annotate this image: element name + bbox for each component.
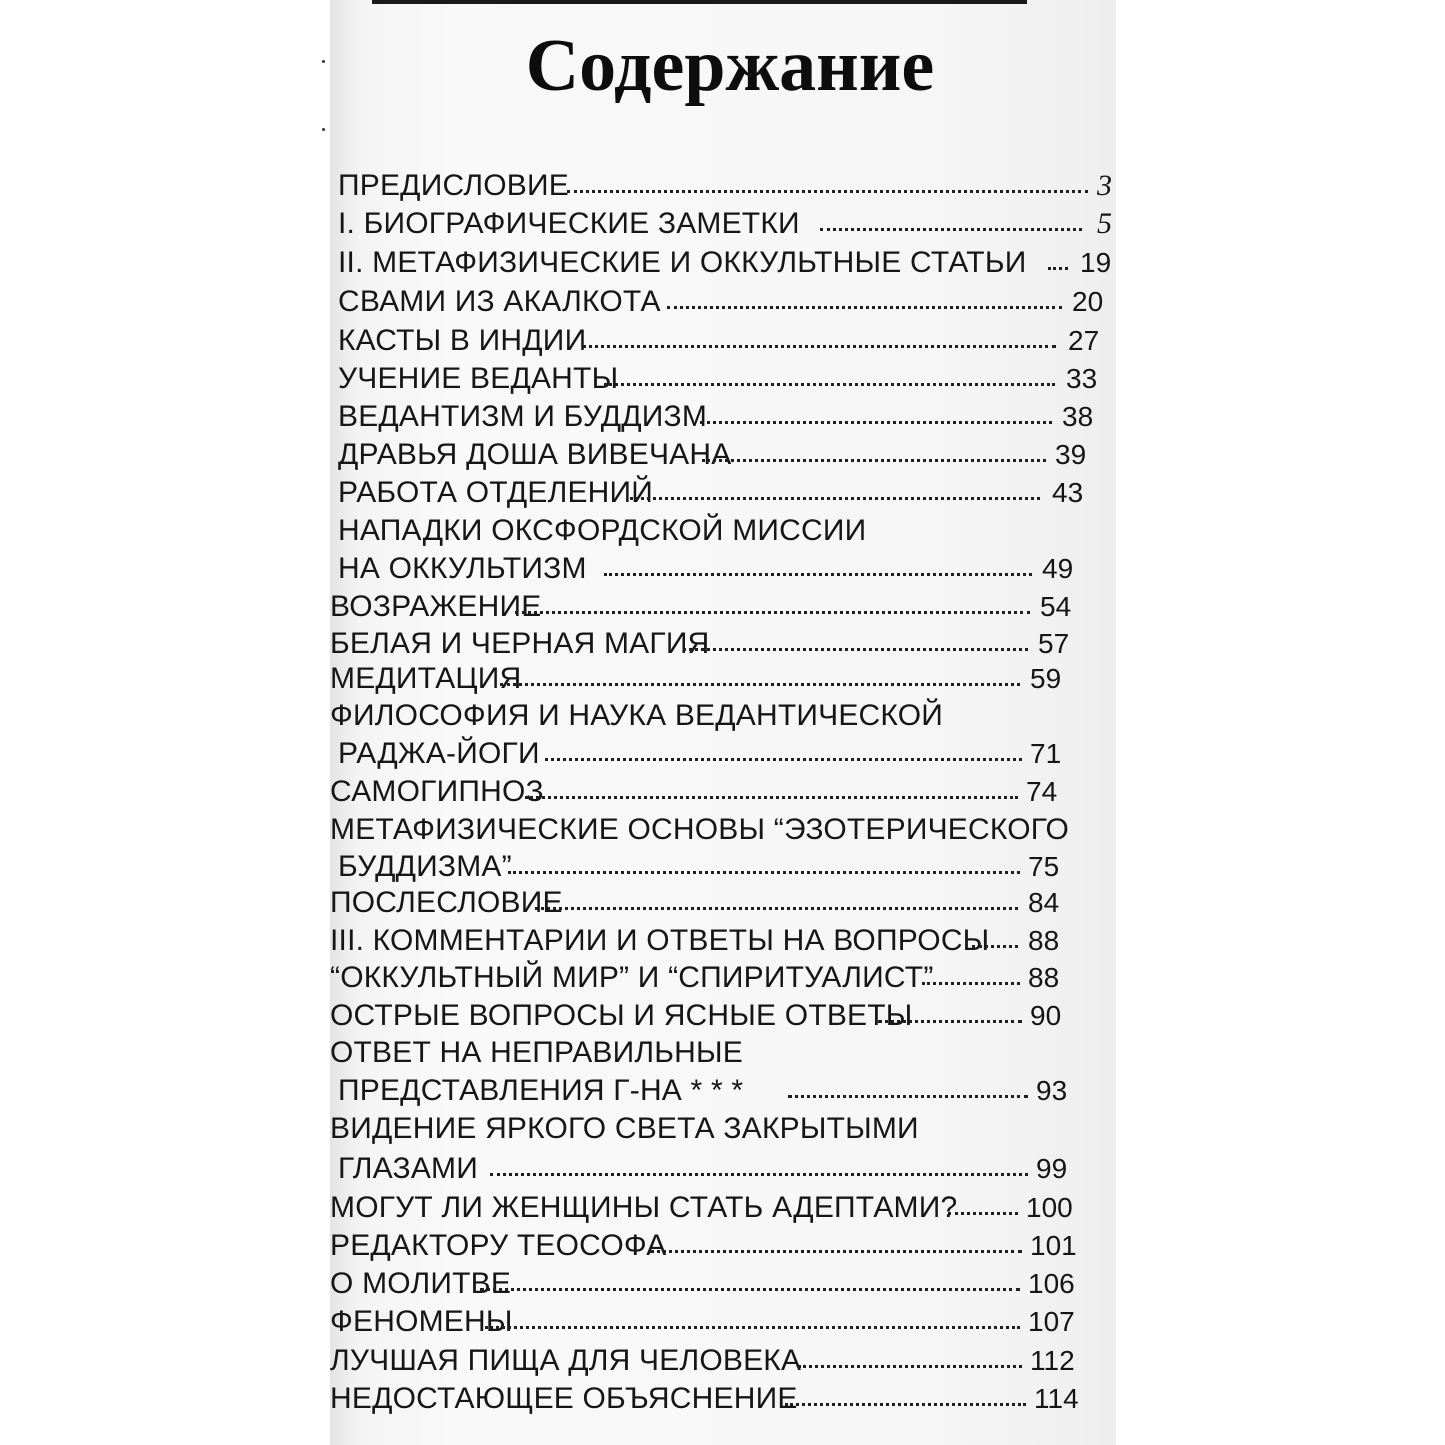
toc-entry-title: ВИДЕНИЕ ЯРКОГО СВЕТА ЗАКРЫТЫМИ: [330, 1112, 919, 1145]
dot-leader: [798, 1365, 1022, 1368]
toc-entry-title: ПРЕДСТАВЛЕНИЯ Г-НА * * *: [338, 1074, 744, 1107]
toc-page-number: 99: [1036, 1153, 1068, 1184]
toc-entry-title: МЕДИТАЦИЯ: [330, 662, 522, 695]
toc-entry-title: НА ОККУЛЬТИЗМ: [338, 552, 587, 585]
toc-entry: [0, 773, 1445, 810]
dot-leader: [948, 1212, 1018, 1215]
toc-entry-title: СВАМИ ИЗ АКАЛКОТА: [338, 285, 661, 318]
dot-leader: [878, 1020, 1022, 1023]
toc-entry-title: НЕДОСТАЮЩЕЕ ОБЪЯСНЕНИЕ: [330, 1382, 798, 1415]
toc-page-number: 5: [1097, 207, 1112, 240]
toc-entry: [0, 660, 1445, 697]
toc-entry: [0, 1110, 1445, 1147]
toc-entry-title: II. МЕТАФИЗИЧЕСКИЕ И ОККУЛЬТНЫЕ СТАТЬИ: [338, 246, 1027, 279]
toc-page-number: 20: [1072, 286, 1104, 317]
toc-entry: [0, 360, 1445, 397]
edge-mark: [322, 128, 325, 131]
toc-entry: [0, 512, 1445, 549]
dot-leader: [1048, 267, 1068, 270]
toc-page-number: 101: [1030, 1230, 1077, 1261]
toc-entry: [0, 398, 1445, 435]
toc-entry-title: РАБОТА ОТДЕЛЕНИЙ: [338, 476, 654, 509]
toc-entry-title: ОСТРЫЕ ВОПРОСЫ И ЯСНЫЕ ОТВЕТЫ: [330, 999, 913, 1032]
dot-leader: [508, 871, 1020, 874]
toc-entry: [0, 283, 1445, 320]
toc-page-number: 54: [1040, 591, 1072, 622]
dot-leader: [650, 1250, 1022, 1253]
toc-entry: [0, 1227, 1445, 1264]
toc-entry-title: КАСТЫ В ИНДИИ: [338, 324, 587, 357]
toc-page-number: 100: [1026, 1192, 1073, 1223]
toc-entry-title: ВЕДАНТИЗМ И БУДДИЗМ: [338, 400, 708, 433]
toc-entry: [0, 735, 1445, 772]
dot-leader: [604, 573, 1032, 576]
toc-page-number: 39: [1055, 439, 1087, 470]
toc-entry-title: ФЕНОМЕНЫ: [330, 1305, 513, 1338]
toc-page-number: 19: [1080, 247, 1112, 278]
toc-entry: [0, 244, 1445, 281]
toc-page-number: 49: [1042, 553, 1074, 584]
page-title: Содержание: [525, 25, 935, 107]
toc-entry: [0, 436, 1445, 473]
top-rule: [372, 0, 1027, 4]
dot-leader: [545, 758, 1022, 761]
dot-leader: [604, 383, 1055, 386]
toc-entry: [0, 1303, 1445, 1340]
dot-leader: [515, 611, 1030, 614]
toc-page-number: 27: [1068, 325, 1100, 356]
toc-entry-title: УЧЕНИЕ ВЕДАНТЫ: [338, 362, 619, 395]
toc-page-number: 33: [1066, 363, 1098, 394]
toc-page-number: 59: [1030, 663, 1062, 694]
dot-leader: [525, 796, 1018, 799]
toc-entry: [0, 1189, 1445, 1226]
dot-leader: [683, 648, 1028, 651]
dot-leader: [630, 497, 1040, 500]
toc-entry: [0, 588, 1445, 625]
toc-entry: [0, 1072, 1445, 1109]
toc-page-number: 88: [1028, 962, 1060, 993]
toc-entry: [0, 1380, 1445, 1417]
toc-entry: [0, 884, 1445, 921]
toc-entry: [0, 811, 1445, 848]
toc-entry-title: МОГУТ ЛИ ЖЕНЩИНЫ СТАТЬ АДЕПТАМИ?: [330, 1191, 958, 1224]
toc-entry-title: О МОЛИТВЕ: [330, 1267, 512, 1300]
dot-leader: [922, 982, 1020, 985]
toc-entry-title: БЕЛАЯ И ЧЕРНАЯ МАГИЯ: [330, 627, 710, 660]
toc-page-number: 107: [1028, 1306, 1075, 1337]
toc-entry-title: МЕТАФИЗИЧЕСКИЕ ОСНОВЫ “ЭЗОТЕРИЧЕСКОГО: [330, 813, 1070, 846]
toc-entry-title: ГЛАЗАМИ: [338, 1152, 479, 1185]
toc-page-number: 93: [1036, 1075, 1068, 1106]
toc-page-number: 75: [1028, 851, 1060, 882]
toc-page-number: 57: [1038, 628, 1070, 659]
toc-page-number: 114: [1034, 1383, 1079, 1414]
toc-entry: [0, 1342, 1445, 1379]
dot-leader: [700, 421, 1052, 424]
dot-leader: [785, 1403, 1026, 1406]
toc-page-number: 74: [1026, 776, 1058, 807]
dot-leader: [490, 1173, 1028, 1176]
toc-entry-title: БУДДИЗМА”: [338, 850, 512, 883]
dot-leader: [500, 683, 1020, 686]
toc-entry-title: ЛУЧШАЯ ПИЩА ДЛЯ ЧЕЛОВЕКА: [330, 1344, 802, 1377]
toc-entry-title: I. БИОГРАФИЧЕСКИЕ ЗАМЕТКИ: [338, 207, 800, 240]
toc-entry: [0, 697, 1445, 734]
toc-entry: [0, 922, 1445, 959]
dot-leader: [702, 459, 1046, 462]
toc-entry-title: НАПАДКИ ОКСФОРДСКОЙ МИССИИ: [338, 514, 867, 547]
toc-entry: [0, 322, 1445, 359]
toc-page-number: 3: [1097, 169, 1112, 202]
toc-entry-title: ОТВЕТ НА НЕПРАВИЛЬНЫЕ: [330, 1036, 743, 1069]
dot-leader: [567, 190, 1088, 193]
toc-page-number: 90: [1030, 1000, 1062, 1031]
dot-leader: [820, 228, 1082, 231]
toc-page-number: 43: [1052, 477, 1084, 508]
toc-entry: [0, 205, 1445, 242]
toc-entry: [0, 1150, 1445, 1187]
toc-page-number: 71: [1030, 738, 1062, 769]
dot-leader: [485, 1326, 1020, 1329]
dot-leader: [480, 1288, 1020, 1291]
toc-entry: [0, 550, 1445, 587]
toc-entry: [0, 1265, 1445, 1302]
toc-entry: [0, 1034, 1445, 1071]
toc-entry: [0, 997, 1445, 1034]
toc-entry-title: ДРАВЬЯ ДОША ВИВЕЧАНА: [338, 438, 732, 471]
toc-entry-title: ФИЛОСОФИЯ И НАУКА ВЕДАНТИЧЕСКОЙ: [330, 699, 944, 732]
toc-entry-title: ПРЕДИСЛОВИЕ: [338, 169, 569, 202]
toc-entry-title: ПОСЛЕСЛОВИЕ: [330, 886, 563, 919]
toc-entry: [0, 474, 1445, 511]
toc-page-number: 88: [1028, 925, 1060, 956]
toc-entry: [0, 167, 1445, 204]
toc-page-number: 38: [1062, 401, 1094, 432]
toc-entry: [0, 625, 1445, 662]
toc-entry-title: “ОККУЛЬТНЫЙ МИР” И “СПИРИТУАЛИСТ”: [330, 961, 934, 994]
dot-leader: [535, 907, 1018, 910]
dot-leader: [972, 945, 1018, 948]
dot-leader: [788, 1095, 1028, 1098]
toc-entry: [0, 848, 1445, 885]
toc-entry-title: РЕДАКТОРУ ТЕОСОФА: [330, 1229, 667, 1262]
toc-entry-title: РАДЖА-ЙОГИ: [338, 737, 540, 770]
toc-entry: [0, 959, 1445, 996]
dot-leader: [667, 306, 1062, 309]
toc-entry-title: III. КОММЕНТАРИИ И ОТВЕТЫ НА ВОПРОСЫ: [330, 924, 990, 957]
toc-page-number: 112: [1030, 1345, 1075, 1376]
dot-leader: [582, 345, 1056, 348]
toc-page-number: 84: [1028, 887, 1060, 918]
toc-entry-title: ВОЗРАЖЕНИЕ: [330, 590, 542, 623]
toc-entry-title: САМОГИПНОЗ: [330, 775, 544, 808]
edge-mark: [322, 60, 325, 63]
toc-page-number: 106: [1028, 1268, 1075, 1299]
